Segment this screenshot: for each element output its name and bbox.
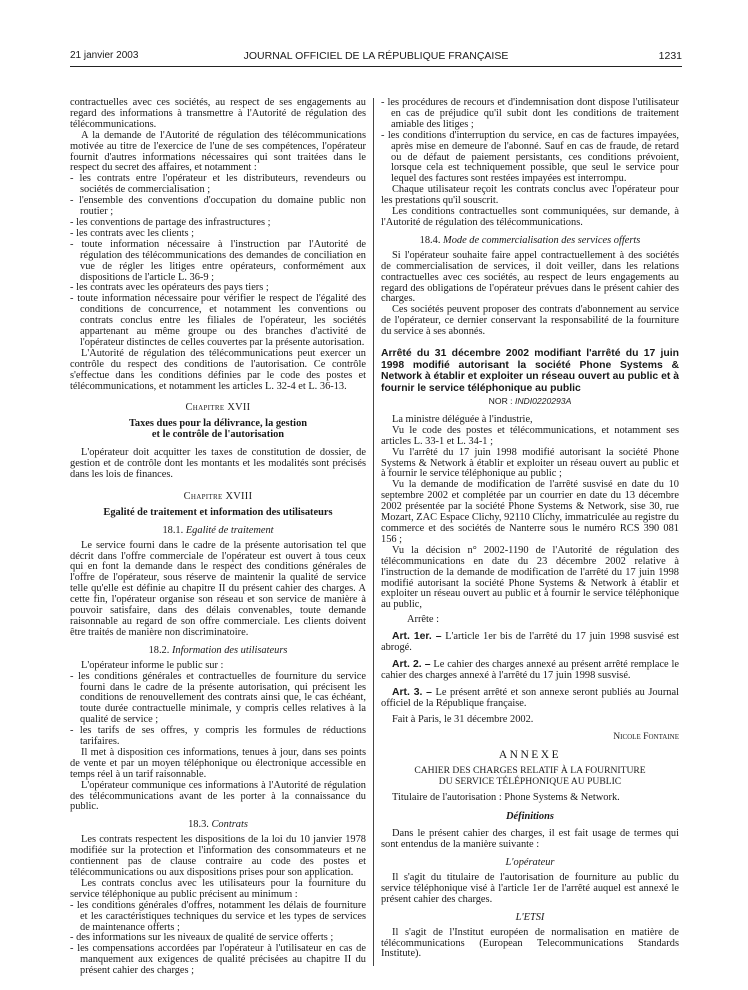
list-contracts [70, 901, 366, 977]
chapter-17-title [70, 419, 366, 441]
definitions-heading: Définitions [506, 811, 554, 823]
section-number: 18.1. [162, 524, 184, 536]
column-separator [373, 98, 374, 966]
chapter-17-title-line: Taxes dues pour la délivrance, la gestion [128, 418, 308, 430]
signature: Nicole Fontaine [613, 730, 679, 742]
paragraph: Chaque utilisateur reçoit les contrats conclus avec l'opérateur pour les prestations qu'il souscrit. [381, 184, 679, 207]
chapter-17-heading: Chapitre XVII [185, 402, 251, 414]
paragraph: Vu le code des postes et télécommunications, et notamment ses articles L. 33-1 et L. 34-1 ; [381, 424, 679, 447]
list-item: - les conditions d'interruption du service, en cas de factures impayées, après mise en demeure de l'abonné. Sauf en cas de fraude, de retard ou de défaut de paiement persistants, ces conditions prévoient, lorsque cela est techniquement possible, que seul le service pour lequel des factures sont restées impayées est interrompu. [381, 131, 679, 186]
article-text: Le présent arrêté et son annexe seront publiés au Journal officiel de la République française. [381, 686, 679, 709]
section-18-1-heading [70, 526, 366, 537]
etsi-heading: L'ETSI [515, 911, 545, 923]
paragraph: Si l'opérateur souhaite faire appel contractuellement à des sociétés de commercialisation de services, il doit veiller, dans les relations contractuelles avec ces sociétés, au respect de leurs engagements au regard des obligations de l'opérateur prévues dans le présent cahier des charges. [381, 249, 679, 305]
page-header [70, 50, 682, 66]
paragraph: Vu l'arrêté du 17 juin 1998 modifié autorisant la société Phone Systems & Network à établir et exploiter un réseau ouvert au public et à fournir le service téléphonique au public ; [381, 446, 679, 480]
article-3 [381, 688, 679, 710]
paragraph: Dans le présent cahier des charges, il est fait usage de termes qui sont entendus de la manière suivante : [381, 828, 679, 851]
paragraph: Ces sociétés peuvent proposer des contrats d'abonnement au service de l'opérateur, ce dernier conservant la responsabilité de la fourniture du service à ses abonnés. [381, 304, 679, 338]
list-item: - toute information nécessaire à l'instruction par l'Autorité de régulation des télécommunications des demandes de conciliation en vue de régler les litiges entre opérateurs, conformément aux dispositions de l'article L. 36-9 ; [70, 240, 366, 284]
article-text: Le cahier des charges annexé au présent arrêté remplace le cahier des charges annexé à l'arrêté du 17 juin 1998 susvisé. [381, 658, 679, 681]
cahier-title [381, 766, 679, 787]
issue-date: 21 janvier 2003 [70, 50, 139, 61]
section-18-4-heading [381, 236, 679, 247]
section-number: 18.2. [148, 644, 170, 656]
article-text: L'article 1er bis de l'arrêté du 17 juin 1998 susvisé est abrogé. [381, 631, 679, 654]
annexe-heading: ANNEXE [498, 749, 562, 762]
list-information [70, 174, 366, 349]
list-item: - les tarifs de ses offres, y compris les formules de réductions tarifaires. [70, 726, 366, 748]
paragraph: Le service fourni dans le cadre de la présente autorisation tel que décrit dans l'offre commerciale de l'opérateur est ouvert à tous ceux qui en font la demande dans le respect des conditions générales de l'offre de l'opérateur, sous réserve de maintenir la qualité de service telle qu'elle est définie au chapitre II du présent cahier des charges. A cette fin, l'opérateur organise son réseau et son service de manière à pouvoir satisfaire, dans des délais convenables, toute demande raisonnable au regard de son offre commerciale. Les clients doivent être traités de manière non discriminatoire. [70, 539, 366, 638]
paragraph: contractuelles avec ces sociétés, au respect de ses engagements au regard des informations à transmettre à l'Autorité de régulation des télécommunications. [70, 97, 366, 130]
list-public-info [70, 672, 366, 748]
list-item: - l'ensemble des conventions d'occupation du domaine public non routier ; [70, 196, 366, 218]
right-column [381, 98, 679, 960]
paragraph: Il s'agit du titulaire de l'autorisation de fourniture au public du service téléphonique visé à l'article 1er de l'arrêté auquel est annexé le présent cahier des charges. [381, 872, 679, 905]
list-item: - les contrats entre l'opérateur et les distributeurs, revendeurs ou sociétés de commercialisation ; [70, 174, 366, 196]
article-label: Art. 1er. – [392, 631, 442, 643]
section-number: 18.3. [188, 819, 209, 831]
section-title: Mode de commercialisation des services offerts [443, 234, 641, 246]
list-item: - les contrats avec les clients ; [70, 229, 366, 240]
list-item: - toute information nécessaire pour vérifier le respect de l'égalité des conditions de concurrence, et notamment les conventions ou contrats conclus entre les filiales de l'opérateur, les sociétés appartenant au même groupe ou des branches d'activité de l'opérateur distinctes de celles couvertes par la présente autorisation. [70, 294, 366, 349]
cahier-title-line: CAHIER DES CHARGES RELATIF À LA FOURNITURE [414, 765, 646, 777]
paragraph: Il met à disposition ces informations, tenues à jour, dans ses points de vente et par un moyen téléphonique ou électronique accessible en temps réel à un tarif raisonnable. [70, 746, 366, 780]
list-item: - les conditions générales d'offres, notamment les délais de fourniture et les caractéristiques techniques du service et les types de services de maintenance offerts ; [70, 901, 366, 934]
section-18-2-heading [70, 646, 366, 657]
paragraph: L'opérateur doit acquitter les taxes de constitution de dossier, de gestion et de contrôle dont les montants et les modalités sont précisés dans les lois de finances. [70, 447, 366, 480]
section-title: Information des utilisateurs [171, 644, 288, 656]
left-column [70, 98, 366, 977]
arrete-title: Arrêté du 31 décembre 2002 modifiant l'arrêté du 17 juin 1998 modifié autorisant la société Phone Systems & Network à établir et exploiter un réseau ouvert au public et à fournir le service téléphonique au public [381, 348, 679, 394]
section-title: Egalité de traitement [185, 524, 274, 536]
journal-title: JOURNAL OFFICIEL DE LA RÉPUBLIQUE FRANÇAISE [243, 50, 509, 62]
chapter-18-title: Egalité de traitement et information des utilisateurs [103, 506, 333, 518]
article-2 [381, 660, 679, 682]
section-number: 18.4. [419, 234, 441, 246]
paragraph: Fait à Paris, le 31 décembre 2002. [392, 713, 534, 725]
paragraph: Vu la demande de modification de l'arrêté susvisé en date du 10 septembre 2002 et complétée par un courrier en date du 13 décembre 2002 présentée par la société Phone Systems & Network, sise 30, rue Mozart, ZAC Espace Clichy, 92110 Clichy, immatriculée au registre du commerce et des sociétés de Nanterre sous le numéro RCS 390 081 156 ; [381, 479, 679, 545]
list-item: - des informations sur les niveaux de qualité de service offerts ; [70, 933, 366, 944]
article-1 [381, 632, 679, 654]
nor-label: NOR : [488, 396, 513, 407]
list-item: - les conditions générales et contractuelles de fourniture du service fourni dans le cadre de la présente autorisation, qui précisent les conditions de renouvellement des contrats ainsi que, le cas échéant, toute durée contractuelle minimale, y compris celles relatives à la qualité de service ; [70, 672, 366, 727]
chapter-17-title-line: et le contrôle de l'autorisation [151, 429, 285, 441]
list-item: - les procédures de recours et d'indemnisation dont dispose l'utilisateur en cas de préjudice qu'il subit dont les conditions de traitement amiable des litiges ; [381, 98, 679, 131]
arrete-word: Arrête : [407, 614, 440, 626]
nor-code: INDI0220293A [514, 396, 572, 407]
paragraph: L'Autorité de régulation des télécommunications peut exercer un contrôle du respect des conditions de l'autorisation. Ce contrôle s'effectue dans les conditions définies par le code des postes et télécommunications, et notamment les articles L. 32-4 et L. 36-13. [70, 347, 366, 392]
list-item: - les conventions de partage des infrastructures ; [70, 218, 366, 229]
list-contracts-continued [381, 98, 679, 185]
section-18-3-heading [70, 820, 366, 831]
page-number: 1231 [658, 50, 682, 62]
chapter-18-heading: Chapitre XVIII [183, 490, 253, 502]
header-rule [70, 66, 682, 67]
paragraph: Les conditions contractuelles sont communiquées, sur demande, à l'Autorité de régulation des télécommunications. [381, 206, 679, 228]
list-item: - les contrats avec les opérateurs des pays tiers ; [70, 283, 366, 294]
paragraph: Il s'agit de l'Institut européen de normalisation en matière de télécommunications (European Telecommunications Standards Institute). [381, 926, 679, 960]
article-label: Art. 3. – [392, 686, 432, 698]
paragraph: L'opérateur communique ces informations à l'Autorité de régulation des télécommunications avant de les porter à la connaissance du public. [70, 779, 366, 813]
paragraph: Les contrats conclus avec les utilisateurs pour la fourniture du service téléphonique au public précisent au minimum : [70, 877, 366, 900]
cahier-title-line: DU SERVICE TÉLÉPHONIQUE AU PUBLIC [438, 775, 622, 787]
paragraph: A la demande de l'Autorité de régulation des télécommunications motivée au titre de l'exercice de l'une de ses compétences, l'opérateur fournit d'autres informations nécessaires qui sont traitées dans le respect du secret des affaires, et notamment : [70, 129, 366, 174]
paragraph: Les contrats respectent les dispositions de la loi du 10 janvier 1978 modifiée sur la protection et l'information des consommateurs et ne contiennent pas de clause contraire au code des postes et télécommunications ou aux dispositions prises pour son application. [70, 834, 366, 878]
operateur-heading: L'opérateur [505, 857, 555, 869]
paragraph: Vu la décision n° 2002-1190 de l'Autorité de régulation des télécommunications en date du 23 décembre 2002 relative à l'instruction de la demande de modification de l'arrêté du 17 juin 1998 modifié autorisant la société Phone Systems & Network à établir et exploiter un réseau ouvert au public et à fournir le service téléphonique au public, [381, 544, 679, 611]
section-title: Contrats [211, 819, 248, 831]
paragraph: Titulaire de l'autorisation : Phone Systems & Network. [392, 791, 620, 803]
paragraph: La ministre déléguée à l'industrie, [392, 413, 533, 425]
paragraph: L'opérateur informe le public sur : [81, 659, 224, 671]
list-item: - les compensations accordées par l'opérateur à l'utilisateur en cas de manquement aux exigences de qualité précisées au chapitre II du présent cahier des charges ; [70, 944, 366, 977]
nor-reference [381, 396, 679, 407]
article-label: Art. 2. – [392, 658, 431, 670]
